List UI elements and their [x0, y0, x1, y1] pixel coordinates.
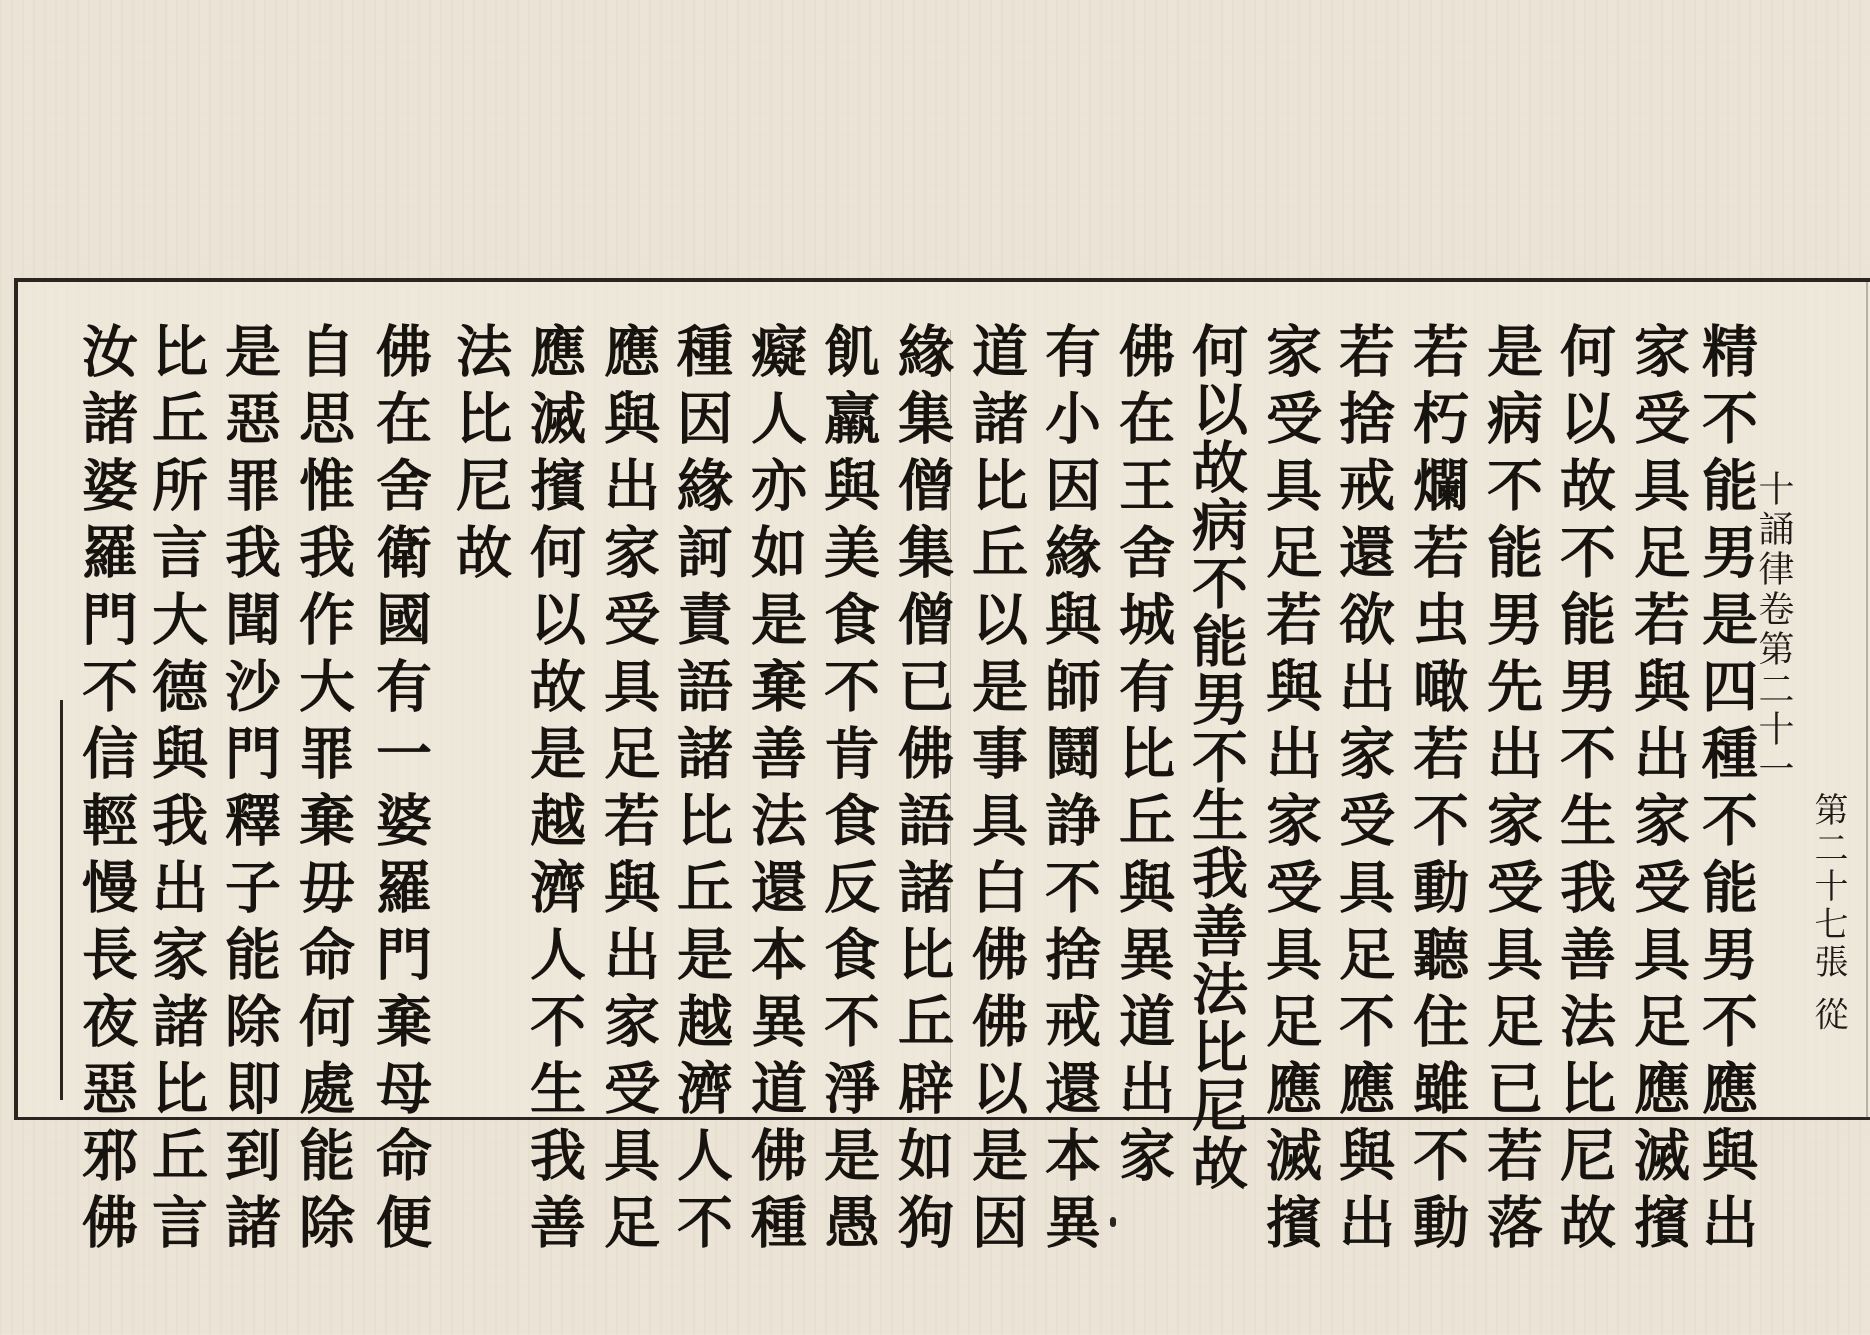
text-column-2: 家受具足若與出家受具足應滅擯 [1625, 322, 1691, 1260]
text-column-17: 應滅擯何以故是越濟人不生我善 [521, 322, 587, 1260]
text-column-11: 道諸比丘以是事具白佛佛以是因 [963, 322, 1029, 1260]
text-column-6: 若捨戒還欲出家受具足不應與出 [1330, 322, 1396, 1260]
page-number: 第二十七張 從 [1808, 792, 1848, 1035]
text-column-21: 是惡罪我聞沙門釋子能除即到諸 [216, 322, 282, 1260]
text-column-5: 若朽爛若虫噉若不動聽住雖不動 [1404, 322, 1470, 1260]
text-column-15: 種因緣訶責語諸比丘是越濟人不 [668, 322, 734, 1260]
text-column-3: 何以故不能男不生我善法比尼故 [1551, 322, 1617, 1260]
text-column-7: 家受具足若與出家受具足應滅擯 [1257, 322, 1323, 1260]
text-column-13: 飢羸與美食不肯食反食不淨是愚 [815, 322, 881, 1260]
column-divider [60, 700, 63, 1100]
text-column-14: 癡人亦如是棄善法還本異道佛種 [742, 322, 808, 1260]
text-column-20: 自思惟我作大罪棄毋命何處能除 [290, 322, 356, 1260]
volume-title: 十誦律卷第二十一 [1753, 470, 1794, 790]
frame-right-edge [1866, 282, 1868, 1118]
text-column-23: 汝諸婆羅門不信輕慢長夜惡邪佛 [73, 322, 139, 1260]
ink-spot [1110, 1217, 1116, 1227]
text-column-10: 有小因緣與師鬪諍不捨戒還本異 [1036, 322, 1102, 1260]
text-column-12: 緣集僧集僧已佛語諸比丘辟如狗 [889, 322, 955, 1260]
text-column-9: 佛在王舍城有比丘與異道出家 [1110, 322, 1176, 1193]
text-column-22: 比丘所言大德與我出家諸比丘言 [143, 322, 209, 1260]
text-column-19: 佛在舍衛國有一婆羅門棄母命便 [367, 322, 433, 1260]
text-column-1: 精不能男是四種不能男不應與出 [1693, 322, 1759, 1260]
text-column-4: 是病不能男先出家受具足已若落 [1478, 322, 1544, 1260]
text-column-8: 何以故病不能男不生我善法比尼故 [1183, 322, 1249, 1192]
text-column-16: 應與出家受具足若與出家受具足 [595, 322, 661, 1260]
text-column-18: 法比尼故 [447, 322, 513, 590]
